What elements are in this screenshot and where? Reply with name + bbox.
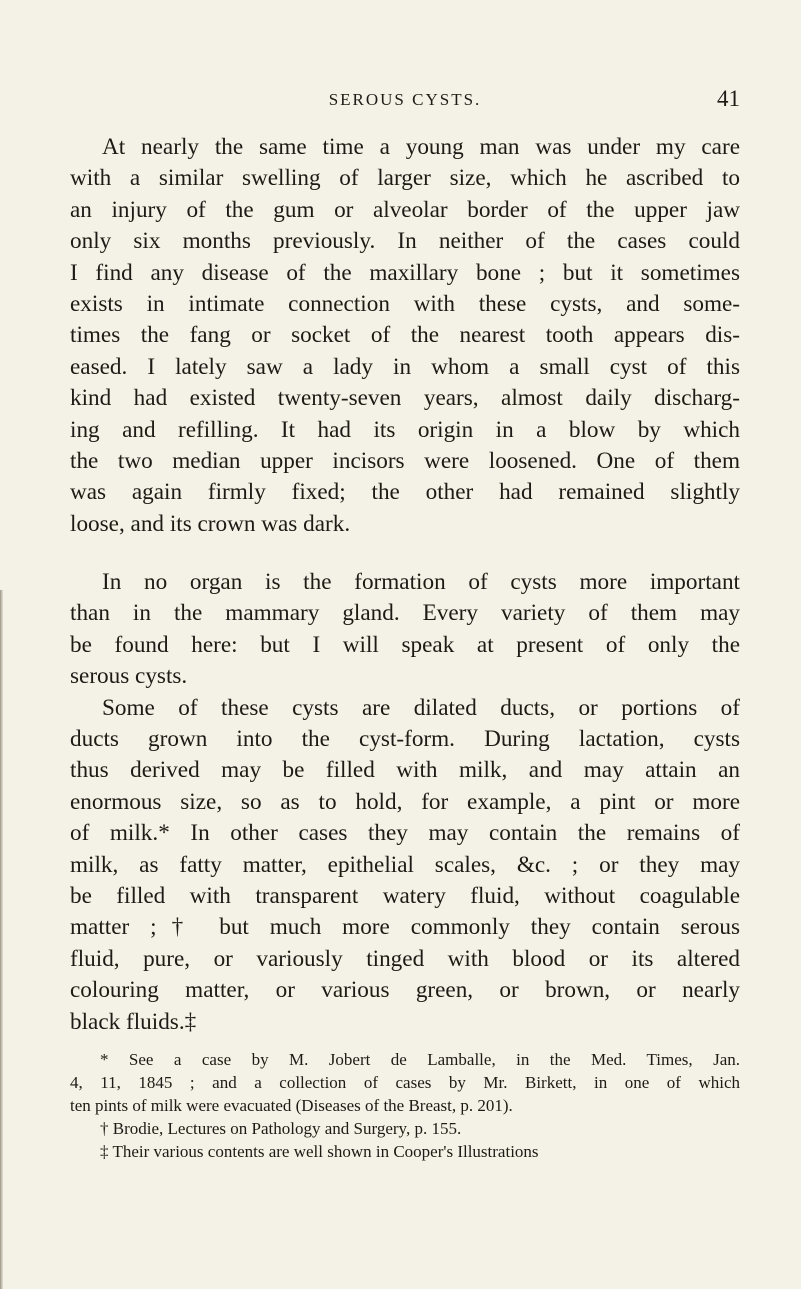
text-line: eased. I lately saw a lady in whom a small cyst of this [70,353,740,380]
body-text [70,132,740,1163]
text-line: be filled with transparent watery fluid, without coagulable [70,882,740,909]
text-line: kind had existed twenty-seven years, almost daily discharg- [70,385,740,412]
footnote-line: * See a case by M. Jobert de Lamballe, in the Med. Times, Jan. [100,1049,740,1069]
footnotes [70,1048,740,1163]
text-line: colouring matter, or various green, or brown, or nearly [70,977,740,1004]
footnote-2 [70,1117,740,1140]
footnote-line: ten pints of milk were evacuated (Diseases of the Breast, p. 201). [70,1095,513,1115]
footnote-line: 4, 11, 1845 ; and a collection of cases by Mr. Birkett, in one of which [70,1072,740,1092]
text-line: an injury of the gum or alveolar border of the upper jaw [70,196,740,223]
page-edge-shadow [0,590,3,1289]
text-line: At nearly the same time a young man was under my care [102,134,740,160]
footnote-line: ‡ Their various contents are well shown in Cooper's Illustrations [100,1141,539,1161]
text-line: loose, and its crown was dark. [70,510,351,537]
text-line: times the fang or socket of the nearest tooth appears dis- [70,322,740,349]
text-line: exists in intimate connection with these cysts, and some- [70,290,740,317]
text-line: with a similar swelling of larger size, which he ascribed to [70,165,740,192]
footnote-spacer [70,1038,740,1048]
paragraph-spacer [70,540,740,567]
text-line: In no organ is the formation of cysts more important [102,569,740,596]
text-line: of milk.* In other cases they may contain the remains of [70,820,740,847]
footnote-3 [70,1140,740,1163]
footnote-line: † Brodie, Lectures on Pathology and Surgery, p. 155. [100,1118,462,1138]
text-line: black fluids.‡ [70,1008,197,1035]
text-line: than in the mammary gland. Every variety of them may [70,600,740,627]
text-line: be found here: but I will speak at present of only the [70,631,740,658]
paragraph-1 [70,132,740,540]
text-line: the two median upper incisors were loosened. One of them [70,447,740,474]
text-line: ing and refilling. It had its origin in a blow by which [70,416,740,443]
text-line: serous cysts. [70,663,188,690]
text-line: ducts grown into the cyst-form. During lactation, cysts [70,726,740,753]
text-line: fluid, pure, or variously tinged with blood or its altered [70,945,740,972]
page-header [70,86,740,116]
paragraph-3 [70,693,740,1038]
text-line: was again firmly fixed; the other had remained slightly [70,479,740,506]
footnote-1 [70,1048,740,1117]
paragraph-2 [70,567,740,693]
text-line: Some of these cysts are dilated ducts, or portions of [102,694,740,721]
page-number: 41 [717,86,740,111]
text-line: I find any disease of the maxillary bone ; but it sometimes [70,259,740,286]
running-head: SEROUS CYSTS. [328,90,482,109]
text-line: matter ;† but much more commonly they contain serous [70,914,740,941]
text-line: enormous size, so as to hold, for example, a pint or more [70,788,740,815]
text-line: thus derived may be filled with milk, and may attain an [70,757,740,784]
text-line: only six months previously. In neither of the cases could [70,228,740,255]
text-line: milk, as fatty matter, epithelial scales, &c. ; or they may [70,851,740,878]
